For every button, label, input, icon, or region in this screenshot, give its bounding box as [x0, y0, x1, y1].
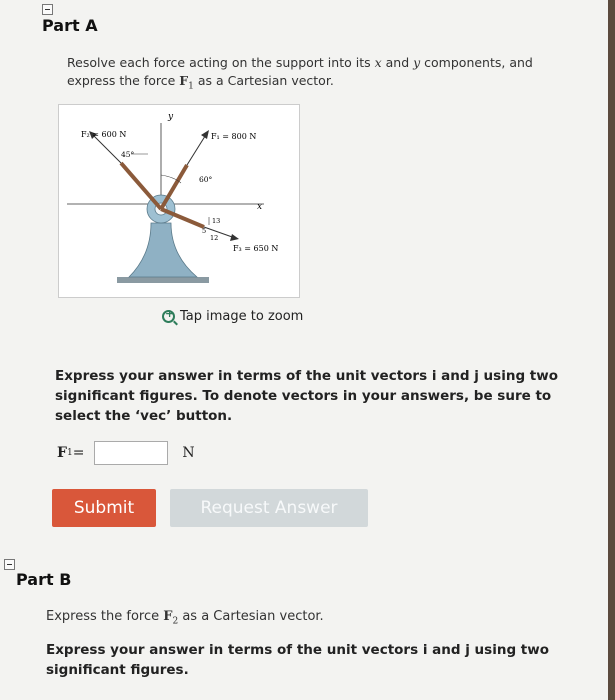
y-axis-label: y	[168, 112, 174, 122]
f2-label: F₂ = 600 N	[81, 130, 127, 139]
base-plate	[117, 277, 209, 283]
zoom-in-icon	[162, 310, 175, 323]
answer-label-sub: 1	[66, 448, 73, 458]
f1-rope	[161, 165, 187, 209]
f1-label: F₁ = 800 N	[211, 132, 257, 141]
slope-5-label: 5	[202, 227, 207, 235]
force-diagram-image[interactable]	[58, 104, 300, 298]
answer-equals: =	[72, 445, 85, 461]
answer-unit: N	[182, 445, 195, 461]
support-body	[129, 223, 197, 277]
answer-label-symbol: F	[57, 445, 67, 461]
f1-arrowhead	[201, 130, 209, 139]
part-b-prompt: Express the force $F_2$ as a Cartesian vector.	[46, 609, 324, 627]
f1-answer-input[interactable]	[94, 441, 168, 465]
angle-60-label: 60°	[199, 175, 213, 184]
part-a-title: Part A	[42, 16, 98, 35]
f3-label: F₃ = 650 N	[233, 244, 279, 253]
f3-arrowhead	[230, 234, 239, 241]
answer-row	[57, 441, 195, 465]
submit-button[interactable]: Submit	[52, 489, 156, 527]
angle-45-label: 45°	[121, 150, 135, 159]
f2-rope	[121, 163, 161, 209]
f1-arrow-line	[187, 133, 207, 165]
zoom-text: Tap image to zoom	[180, 309, 304, 324]
request-answer-button[interactable]: Request Answer	[170, 489, 368, 527]
part-a-instructions: Express your answer in terms of the unit vectors i and j using two significant figures. To denote vectors in your answers, be sure to select the ‘vec’ button.	[55, 368, 559, 424]
x-axis-label: x	[257, 202, 263, 212]
tap-to-zoom[interactable]	[162, 309, 303, 324]
slope-12-label: 12	[210, 234, 219, 242]
part-b-instructions: Express your answer in terms of the unit vectors i and j using two significant figures.	[46, 642, 550, 678]
collapse-part-b-icon[interactable]	[4, 559, 15, 570]
part-a-prompt: Resolve each force acting on the support into its x and y components, and express the force $F_1$ as a Cartesian vector.	[67, 55, 533, 92]
f3-arrow-line	[204, 227, 235, 238]
part-b-title: Part B	[16, 570, 72, 589]
collapse-part-a-icon[interactable]	[42, 4, 53, 15]
slope-13-label: 13	[212, 217, 221, 225]
